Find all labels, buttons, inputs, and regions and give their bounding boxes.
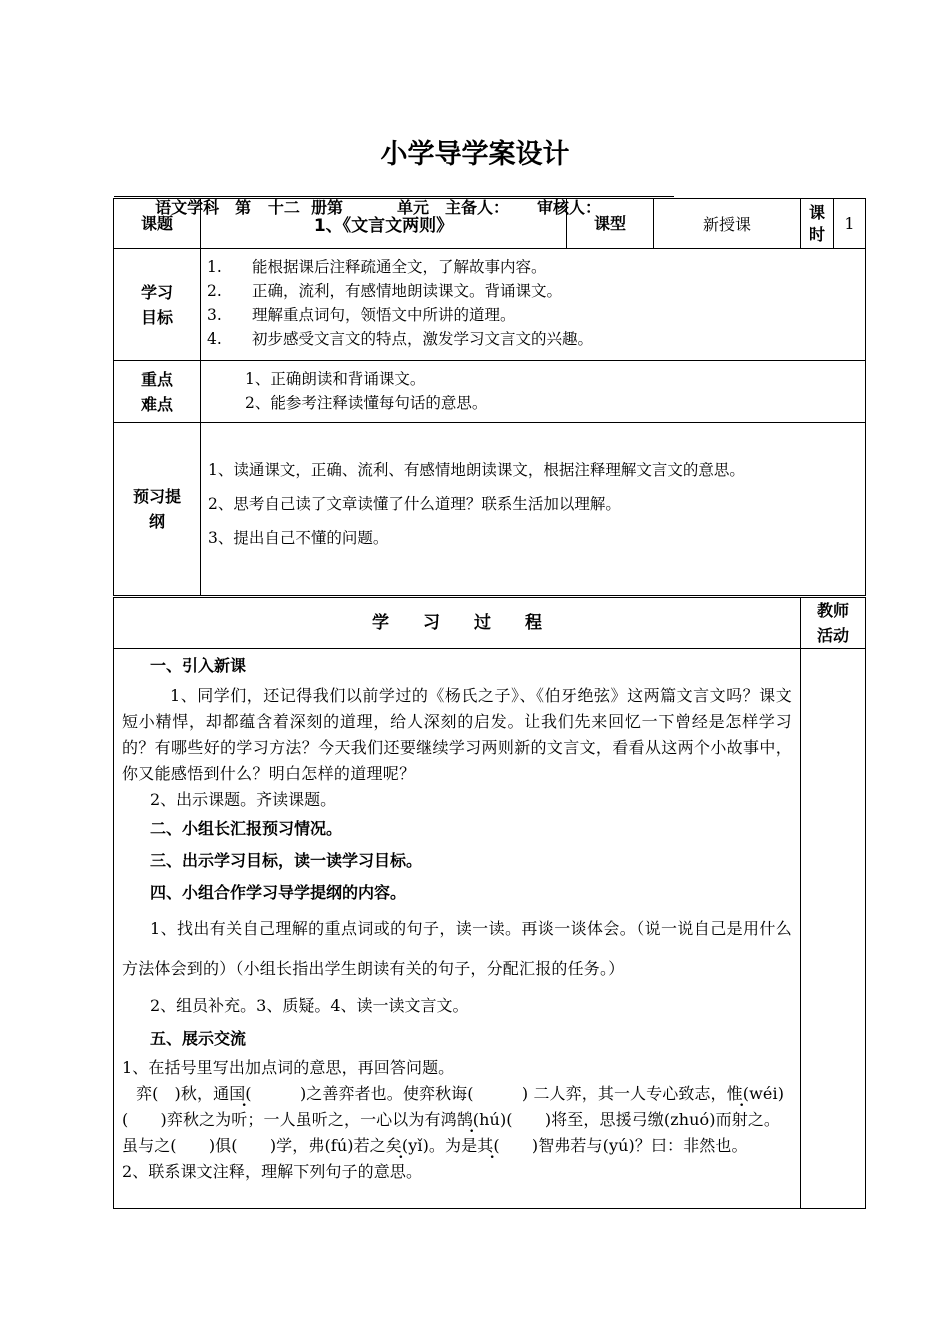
key-points-row	[114, 361, 866, 423]
teacher-activity-label: 教师活动	[801, 597, 866, 649]
objective-item: 2. 正确，流利，有感情地朗读课文。背诵课文。	[207, 282, 563, 300]
preview-label: 预习提纲	[114, 423, 201, 597]
subject-label: 语文学科	[155, 198, 220, 217]
section-2-heading: 二、小组长汇报预习情况。	[150, 819, 343, 838]
objective-item: 1. 能根据课后注释疏通全文，了解故事内容。	[207, 258, 547, 276]
reviewer-label: 审核人：	[537, 198, 602, 217]
section-5-heading: 五、展示交流	[150, 1029, 247, 1048]
key-points-label: 重点难点	[114, 361, 201, 423]
teacher-activity-cell	[801, 649, 866, 1209]
dotted-char: 惟	[726, 1084, 743, 1103]
dotted-char: 鹄	[456, 1110, 473, 1129]
type-label: 课型	[567, 199, 654, 249]
page-title: 小学导学案设计	[380, 139, 570, 170]
exercise-2-instruction: 2、联系课文注释，理解下列句子的意思。	[122, 1162, 423, 1181]
objectives-row	[114, 249, 866, 361]
objective-item: 4. 初步感受文言文的特点，激发学习文言文的兴趣。	[207, 330, 594, 348]
type-value: 新授课	[654, 199, 801, 249]
section-4-line2: 2、组员补充。3、质疑。4、读一读文言文。	[150, 996, 469, 1015]
preview-item: 1、读通课文，正确、流利、有感情地朗读课文，根据注释理解文言文的意思。	[208, 461, 745, 479]
key-point-item: 2、能参考注释读懂每句话的意思。	[245, 394, 488, 412]
preview-item: 2、思考自己读了文章读懂了什么道理？联系生活加以理解。	[208, 495, 621, 513]
process-header-row	[114, 597, 866, 649]
section-4-heading: 四、小组合作学习导学提纲的内容。	[150, 883, 407, 902]
objective-item: 3. 理解重点词句，领悟文中所讲的道理。	[207, 306, 516, 324]
section-1-heading: 一、引入新课	[150, 656, 247, 675]
preparer-label: 主备人：	[445, 198, 510, 217]
classical-text: 弈( )秋，通国( )之善弈者也。使弈秋诲( ) 二人弈，其一人专心致志，惟(wéi)( )弈秋之为听；一人虽听之，一心以为有鸿鹄(hú)( )将至，思援弓缴(zhuó)而射之。虽与之( )俱( )学，弗(fú)若之矣(yǐ)。为是其( )智弗若与(yú)？曰：非然也。	[122, 1084, 785, 1155]
preview-item: 3、提出自己不懂的问题。	[208, 529, 389, 547]
section-1-line2: 2、出示课题。齐读课题。	[150, 790, 337, 809]
unit-label: 单元	[397, 198, 430, 217]
dotted-char: 矣	[385, 1136, 402, 1155]
section-1-paragraph: 1、同学们，还记得我们以前学过的《杨氏之子》、《伯牙绝弦》这两篇文言文吗？课文短小精悍，却都蕴含着深刻的道理，给人深刻的启发。让我们先来回忆一下曾经是怎样学习的？有哪些好的学习方法？今天我们还要继续学习两则新的文言文，看看从这两个小故事中，你又能感悟到什么？明白怎样的道理呢？	[122, 686, 792, 783]
section-3-heading: 三、出示学习目标，读一读学习目标。	[150, 851, 423, 870]
dotted-char: 其	[477, 1136, 494, 1155]
objectives-list	[201, 249, 866, 361]
subheader-line	[114, 176, 674, 217]
exercise-1-instruction: 1、在括号里写出加点词的意思，再回答问题。	[122, 1058, 455, 1077]
preview-row	[114, 423, 866, 597]
objectives-label: 学习目标	[114, 249, 201, 361]
topic-row	[114, 199, 866, 249]
process-body-row	[114, 649, 866, 1209]
book-label: 第 十二 册第	[235, 198, 344, 217]
topic-value: 1、《文言文两则》	[201, 199, 567, 249]
dotted-char: 国	[229, 1084, 246, 1103]
topic-label: 课题	[114, 199, 201, 249]
hours-value: 1	[834, 199, 866, 249]
key-point-item: 1、正确朗读和背诵课文。	[245, 370, 426, 388]
section-4-paragraph: 1、找出有关自己理解的重点词或的句子，读一读。再谈一谈体会。（说一说自己是用什么方法体会到的）（小组长指出学生朗读有关的句子，分配汇报的任务。）	[122, 919, 792, 978]
preview-list	[201, 423, 866, 597]
key-points-list	[201, 361, 866, 423]
process-content	[114, 649, 801, 1209]
hours-label: 课时	[801, 199, 834, 249]
lesson-plan-table	[113, 198, 866, 1209]
process-header: 学 习 过 程	[114, 597, 801, 649]
